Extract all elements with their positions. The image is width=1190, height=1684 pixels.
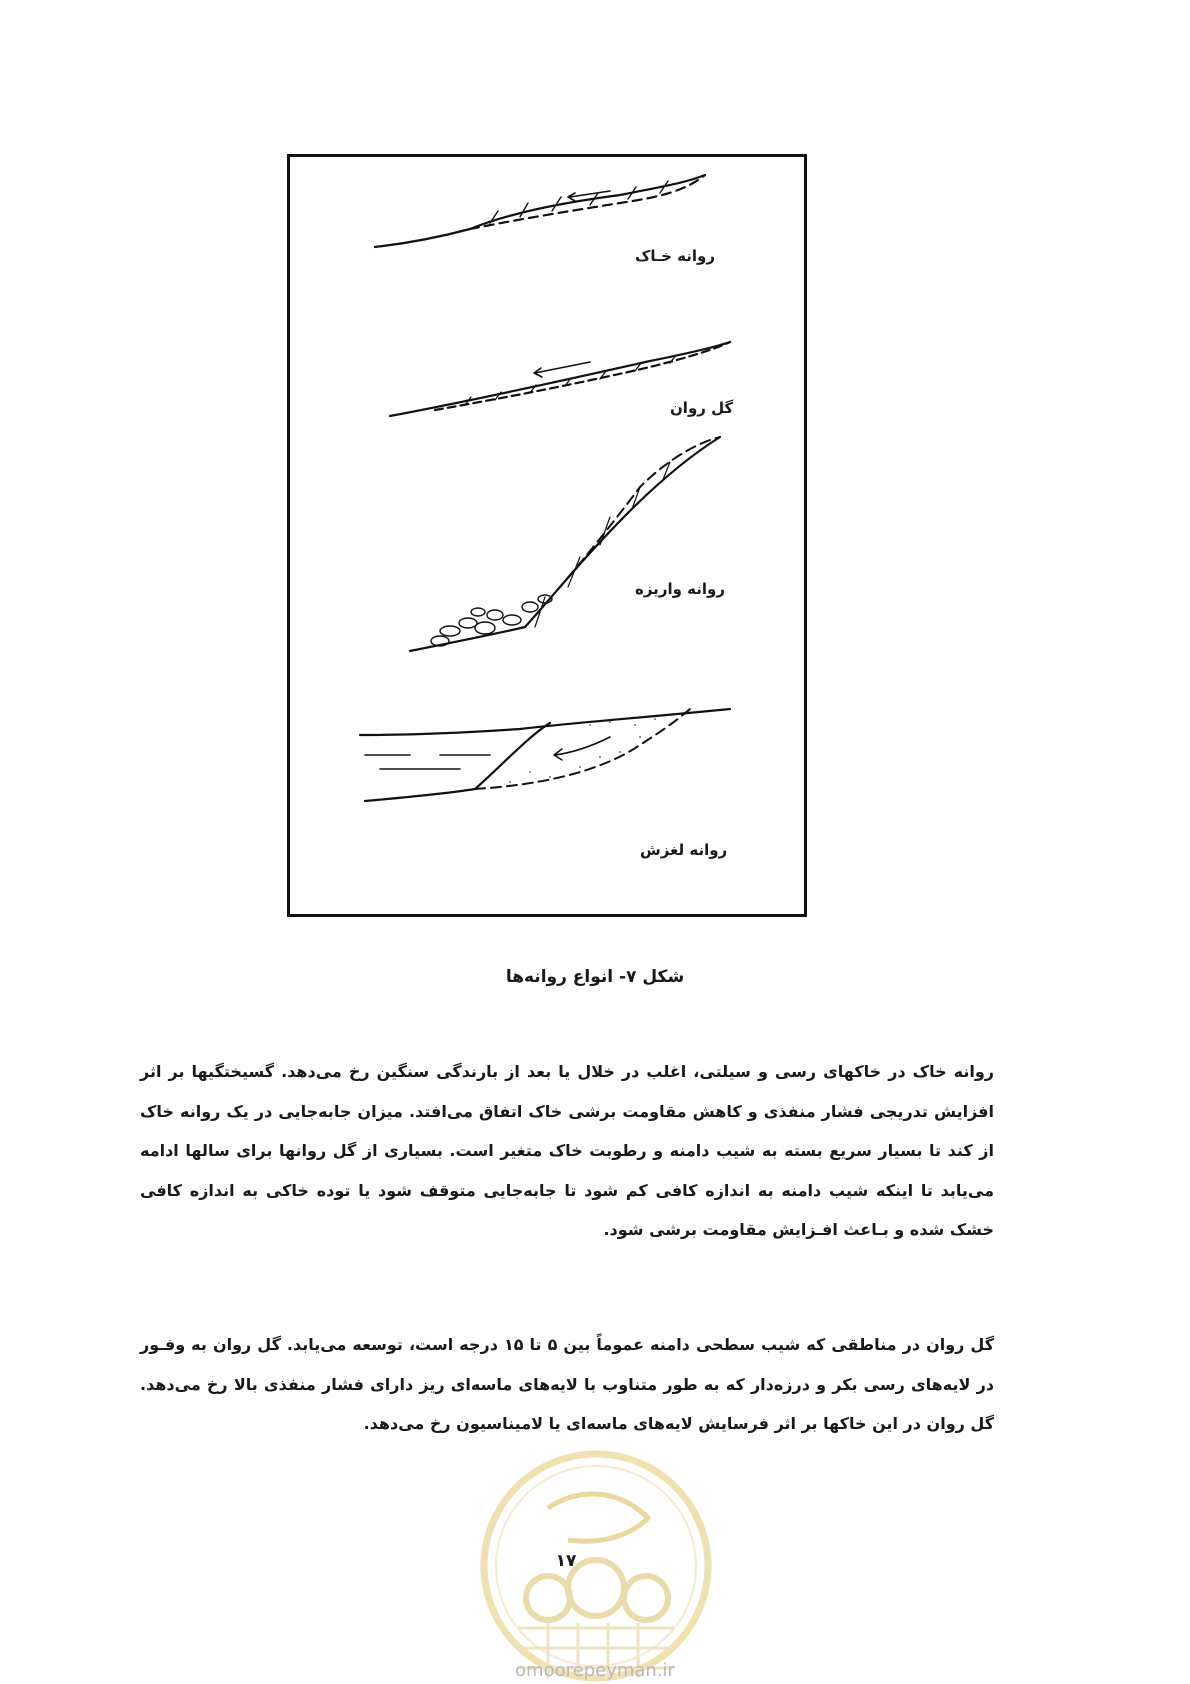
watermark-logo [478,1448,714,1684]
earth-flow-sketch [375,175,705,247]
panel-label-debris-flow: روانه واریزه [635,580,725,598]
figure-caption: شکل ۷- انواع روانه‌ها [505,967,685,987]
debris-flow-sketch [410,437,720,651]
panel-label-slide-flow: روانه لغزش [640,841,728,859]
figure-frame [287,154,807,917]
page-number: ۱۷ [555,1551,577,1571]
landslide-flow-types-drawing [290,157,804,914]
paragraph-earth-flow: روانه خاک در خاکهای رسی و سیلتی، اغلب در خلال یا بعد از بارندگی سنگین رخ می‌دهد. گسیختگیها بر اثر افزایش تدریجی فشار منفذی و کاهش مقاومت برشی خاک اتفاق می‌افتد. میزان جابه‌جایی در یک روانه خاک از کند تا بسیار سریع بسته به شیب دامنه و رطوبت خاک متغیر است. بسیاری از گل روانها برای سالها ادامه می‌یابد تا اینکه شیب دامنه به اندازه کافی کم شود تا جابه‌جایی متوقف شود یا توده خاکی به اندازه کافی خشک شده و بـاعث افـزایش مقاومت برشی شود. [140,1062,994,1240]
panel-label-mud-flow: گل روان [670,399,734,417]
watermark-url: omoorepeyman.ir [515,1660,675,1681]
panel-label-earth-flow: روانه خـاک [635,247,715,265]
slide-flow-sketch [360,709,730,801]
paragraph-mud-flow: گل روان در مناطقی که شیب سطحی دامنه عموماً بین ۵ تا ۱۵ درجه است، توسعه می‌یابد. گل روان به وفـور در لایه‌های رسی بکر و درزه‌دار که به طور متناوب با لایه‌های ماسه‌ای ریز دارای فشار منفذی بالا رخ می‌دهد. گل روان در این خاکها بر اثر فرسایش لایه‌های ماسه‌ای یا لامیناسیون رخ می‌دهد. [140,1335,995,1434]
